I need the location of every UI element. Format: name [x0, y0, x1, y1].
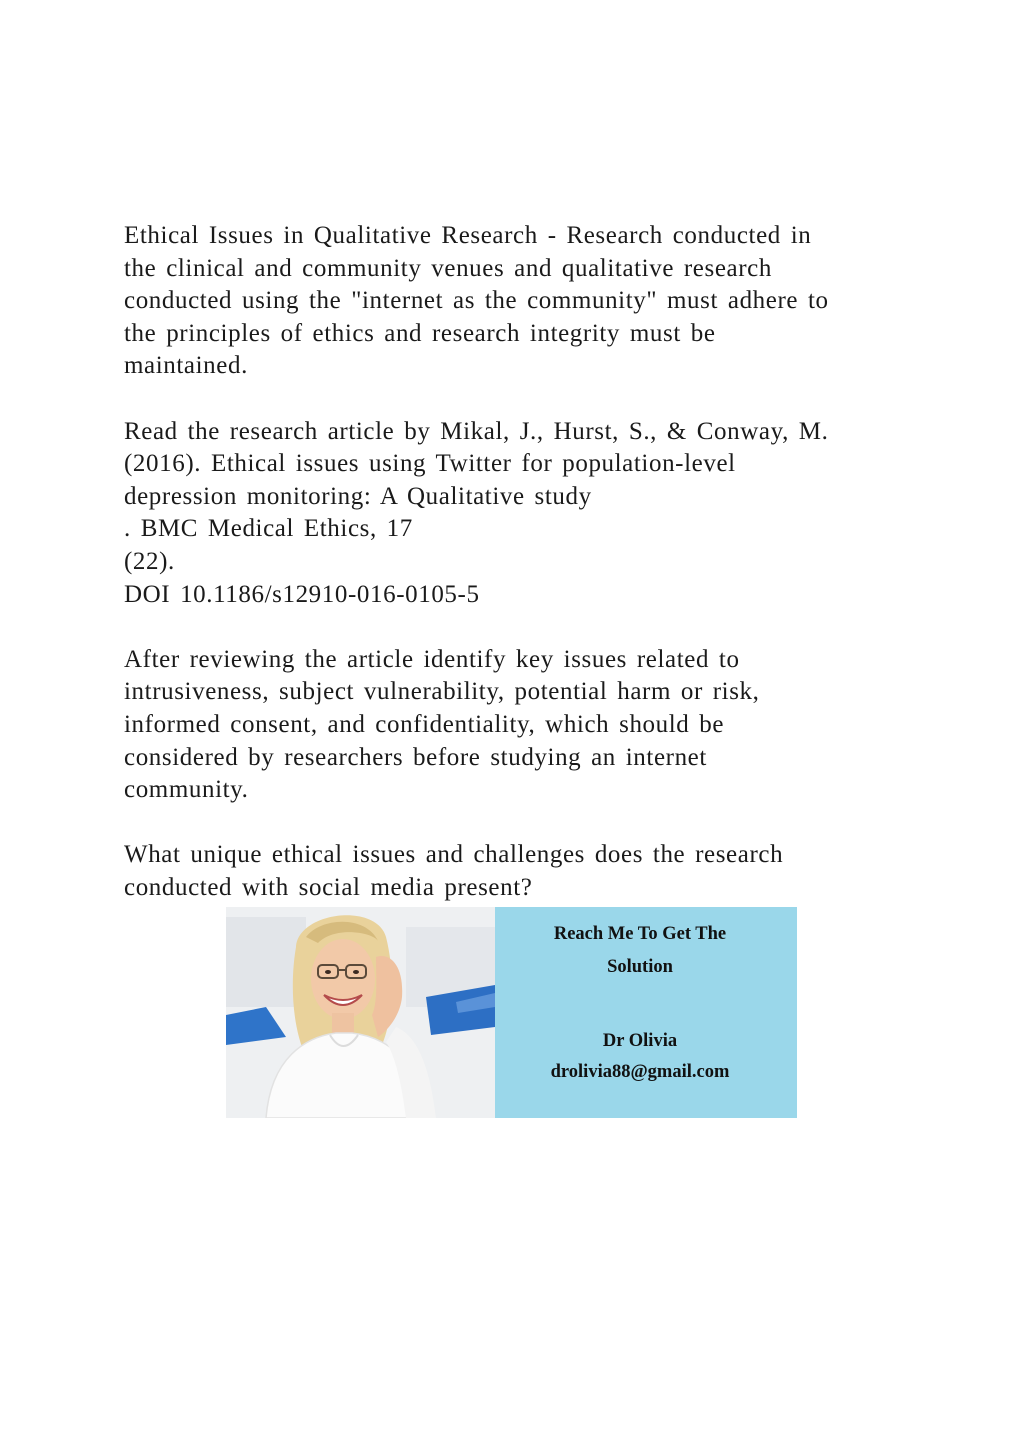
document-body	[124, 220, 904, 904]
text-line: the clinical and community venues and qualitative research	[124, 254, 772, 282]
text-line: What unique ethical issues and challenges does the research	[124, 841, 784, 869]
text-line: conducted with social media present?	[124, 873, 533, 901]
paragraph-reference	[124, 416, 904, 612]
text-line: Ethical Issues in Qualitative Research - Research conducted in	[124, 222, 812, 249]
text-line: intrusiveness, subject vulnerability, potential harm or risk,	[124, 678, 760, 706]
text-line: the principles of ethics and research integrity must be	[124, 319, 716, 347]
text-line: (2016). Ethical issues using Twitter for population-level	[124, 450, 736, 478]
paragraph-question	[124, 839, 904, 904]
contact-banner	[226, 907, 797, 1118]
paragraph-intro	[124, 220, 904, 383]
headline-line1: Reach Me To Get The	[553, 924, 727, 944]
contact-card	[495, 907, 797, 1118]
headline-line2: Solution	[607, 957, 673, 977]
text-line: Read the research article by Mikal, J., Hurst, S., & Conway, M.	[124, 417, 829, 445]
text-line: After reviewing the article identify key issues related to	[124, 645, 740, 673]
text-line: (22).	[124, 547, 175, 575]
contact-email[interactable]: drolivia88@gmail.com	[550, 1062, 730, 1082]
text-line: informed consent, and confidentiality, which should be	[124, 710, 725, 738]
contact-name: Dr Olivia	[602, 1031, 678, 1051]
text-line: maintained.	[124, 352, 248, 380]
text-line: depression monitoring: A Qualitative study	[124, 482, 592, 510]
doi-line: DOI 10.1186/s12910-016-0105-5	[124, 580, 480, 608]
text-line: considered by researchers before studying an internet	[124, 743, 707, 771]
text-line: conducted using the "internet as the community" must adhere to	[124, 287, 829, 315]
text-line: community.	[124, 776, 249, 804]
text-line: . BMC Medical Ethics, 17	[124, 515, 413, 543]
smiling-woman-photo-icon	[226, 907, 495, 1118]
paragraph-instructions	[124, 644, 904, 807]
